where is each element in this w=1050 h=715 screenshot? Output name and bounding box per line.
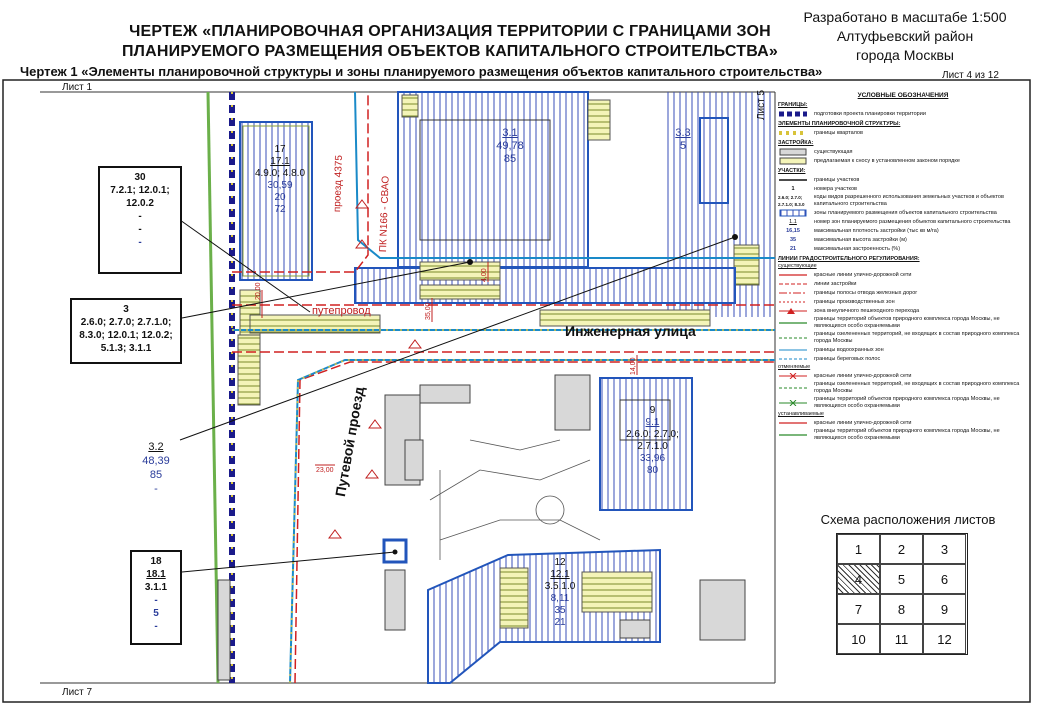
scheme-cell-4: 4 — [837, 564, 880, 594]
callout-30-codes-1: 7.2.1; 12.0.1; — [110, 185, 170, 196]
legend-sub-cancel: отменяемые — [778, 364, 811, 370]
drawing-subtitle: Чертеж 1 «Элементы планировочной структуры и зоны планируемого размещения объектов капитального строительства» — [20, 64, 823, 79]
zone-12-density: 8,11 — [550, 593, 570, 604]
sheet-label-top: Лист 1 — [62, 82, 93, 93]
zone-3-1-height: 85 — [503, 153, 517, 165]
scheme-cell-12: 12 — [923, 624, 966, 654]
zone-3-1 — [398, 92, 588, 267]
zone-3-3-label — [668, 127, 698, 153]
sheet-number: Лист 4 из 12 — [942, 70, 999, 81]
scheme-cell-7: 7 — [837, 594, 880, 624]
legend-text-l3: границы полосы отвода железных дорог — [814, 289, 918, 296]
legend-row-l1 — [778, 271, 1028, 279]
legend-text-znum: номер зон планируемого размещения объектов капитального строительства — [814, 218, 1011, 225]
scale-line-1: Разработано в масштабе 1:500 — [803, 9, 1007, 25]
dim-label-3: 4,00 — [481, 268, 488, 282]
legend-sym-dens: 16,15 — [786, 227, 800, 234]
callout-30-codes-2: 12.0.2 — [126, 198, 154, 209]
zone-17-height: 20 — [274, 192, 286, 203]
zone-3-3-num: 3.3 — [675, 127, 691, 139]
legend-row-l11 — [778, 381, 1028, 395]
zone-9-sub: 9.1 — [645, 417, 660, 428]
scheme-title: Схема расположения листов — [820, 512, 996, 527]
legend-row-l4 — [778, 298, 1028, 306]
legend-sec-elements: ЭЛЕМЕНТЫ ПЛАНИРОВОЧНОЙ СТРУКТУРЫ: — [778, 121, 901, 127]
legend-row-dens — [778, 227, 1028, 235]
scale-line-2: Алтуфьевский район — [836, 28, 974, 44]
legend-sec-uch: УЧАСТКИ: — [778, 168, 806, 174]
scheme-cell-3: 3 — [923, 534, 966, 564]
legend-sec-zastr: ЗАСТРОЙКА: — [778, 140, 814, 146]
zone-12-percent: 21 — [554, 617, 566, 628]
label-pk-svao: ПК N166 - СВАО — [378, 175, 392, 253]
zone-17-percent: 72 — [274, 204, 286, 215]
zone-17-codes: 4.9.0; 4.8.0 — [254, 168, 306, 179]
legend-sec-lines: ЛИНИИ ГРАДОСТРОИТЕЛЬНОГО РЕГУЛИРОВАНИЯ: — [778, 256, 920, 262]
callout-30-line-3: - — [138, 211, 142, 222]
legend-row-l13 — [778, 419, 1028, 427]
zone-12-height: 35 — [554, 605, 566, 616]
legend-row-l5 — [778, 307, 1028, 315]
zone-3-3-height: 5 — [679, 140, 687, 152]
scale-line-3: города Москвы — [856, 47, 954, 63]
legend-title: УСЛОВНЫЕ ОБОЗНАЧЕНИЯ — [857, 92, 949, 99]
legend-row-p — [778, 245, 1028, 253]
scheme-cell-1: 1 — [837, 534, 880, 564]
zone-12-num: 12 — [554, 557, 566, 568]
zone-9-label — [615, 405, 690, 477]
legend-text-l10: красные линии улично-дорожной сети — [814, 372, 912, 379]
legend-text-kvart: границы кварталов — [814, 129, 863, 136]
legend-text-l1: красные линии улично-дорожной сети — [814, 271, 912, 278]
zone-9-density: 33,96 — [639, 453, 666, 464]
legend-sub-exist: существующие — [778, 263, 817, 269]
callout-3-codes-3: 5.1.3; 3.1.1 — [100, 343, 152, 354]
callout-3-2-percent: - — [154, 483, 158, 495]
legend-text-l11: границы озелененных территорий, не входящих в состав природного комплекса города Москвы — [814, 381, 1020, 394]
legend-row-l10 — [778, 372, 1028, 380]
legend-text-l8: границы водоохранных зон — [814, 346, 884, 353]
legend-text-l9: границы береговых полос — [814, 355, 881, 362]
callout-3-2 — [130, 440, 182, 496]
sheet-label-bottom: Лист 7 — [62, 687, 93, 698]
legend-sym-codes: 2.6.0; 2.7.0; 2.7.1.0; 8.3.0 — [778, 195, 805, 207]
legend-text-l4: границы производственных зон — [814, 298, 895, 305]
legend-sym-h: 35 — [789, 236, 797, 243]
legend-row-proj — [778, 110, 1028, 118]
legend-text-l6: границы территорий объектов природного комплекса города Москвы, не являющихся особо охраняемыми — [814, 316, 1000, 329]
callout-3-2-density: 48,39 — [142, 455, 170, 467]
legend-text-dens: максимальная плотность застройки (тыс кв м/га) — [814, 227, 939, 234]
zone-17-num: 17 — [274, 144, 286, 155]
zone-9-codes-1: 2.6.0; 2.7.0; — [626, 429, 679, 440]
legend-text-uch: границы участков — [814, 176, 860, 183]
scheme-cell-8: 8 — [880, 594, 923, 624]
zone-17-label — [250, 144, 310, 216]
legend-sec-bounds: ГРАНИЦЫ: — [778, 102, 808, 108]
legend-row-codes — [778, 194, 1028, 208]
zone-3-1-num: 3.1 — [502, 127, 518, 139]
legend-text-l2: линии застройки — [814, 280, 857, 287]
legend-text-p: максимальная застроенность (%) — [814, 245, 901, 252]
legend-row-demol — [778, 157, 1028, 165]
street-label-putevoy: Путевой проезд — [332, 385, 368, 498]
legend-text-demol: предлагаемая к сносу в установленном законом порядке — [814, 157, 960, 164]
legend-sym-p: 21 — [789, 245, 797, 252]
callout-18-line-2: - — [154, 595, 158, 606]
sheet-label-right: Лист 5 — [756, 89, 767, 120]
zone-9-codes-2: 2.7.1.0 — [637, 441, 668, 452]
zone-9-num: 9 — [649, 405, 656, 416]
sheet-scheme — [836, 533, 968, 655]
zone-3-1-label — [480, 127, 540, 166]
title-line-1: ЧЕРТЕЖ «ПЛАНИРОВОЧНАЯ ОРГАНИЗАЦИЯ ТЕРРИТОРИИ С ГРАНИЦАМИ ЗОН — [129, 23, 771, 40]
callout-3-num: 3 — [123, 304, 129, 315]
callout-18-codes: 3.1.1 — [144, 582, 168, 593]
legend-row-exist — [778, 148, 1028, 156]
legend-row-l7 — [778, 331, 1028, 345]
legend-text-zones: зоны планируемого размещения объектов капитального строительства — [814, 209, 997, 216]
legend-text-l14: границы территорий объектов природного комплекса города Москвы, не являющихся особо охраняемыми — [814, 428, 1000, 441]
scheme-cell-9: 9 — [923, 594, 966, 624]
legend-row-l9 — [778, 355, 1028, 363]
scheme-cell-6: 6 — [923, 564, 966, 594]
legend-row-l12 — [778, 396, 1028, 410]
scheme-cell-2: 2 — [880, 534, 923, 564]
callout-18-num: 18 — [150, 556, 162, 567]
legend-row-kvart — [778, 129, 1028, 137]
callout-30 — [98, 166, 182, 274]
legend-sym-znum: 1.1 — [789, 218, 797, 225]
callout-18-sub: 18.1 — [146, 569, 166, 580]
callout-30-line-4: - — [138, 224, 142, 235]
zone-17-sub: 17.1 — [270, 156, 290, 167]
legend-text-num: номера участков — [814, 185, 857, 192]
title-line-2: ПЛАНИРУЕМОГО РАЗМЕЩЕНИЯ ОБЪЕКТОВ КАПИТАЛЬНОГО СТРОИТЕЛЬСТВА» — [121, 43, 779, 60]
legend-row-uch — [778, 176, 1028, 184]
legend-row-l6 — [778, 316, 1028, 330]
label-overpass: путепровод — [312, 305, 371, 317]
zone-3-1-density: 49,78 — [496, 140, 524, 152]
dim-label-2: 35,00 — [425, 302, 432, 320]
callout-30-line-5: - — [138, 237, 142, 248]
dim-label-1: 20,00 — [255, 282, 262, 300]
legend-text-exist: существующая — [814, 148, 853, 155]
legend-row-l8 — [778, 346, 1028, 354]
callout-18-line-4: - — [154, 621, 158, 632]
callout-3 — [70, 298, 182, 364]
legend-text-l7: границы озелененных территорий, не входящих в состав природного комплекса города Москвы — [814, 331, 1020, 344]
zone-12-codes: 3.5.1.0 — [544, 581, 576, 592]
legend-text-l5: зона внеуличного пешеходного перехода — [814, 307, 920, 314]
callout-18 — [130, 550, 182, 645]
scheme-cell-10: 10 — [837, 624, 880, 654]
legend-row-h — [778, 236, 1028, 244]
label-proezd: проезд 4375 — [332, 154, 345, 213]
dim-label-5: 23,00 — [316, 467, 334, 474]
legend-row-l3 — [778, 289, 1028, 297]
legend-text-codes: коды видов разрешенного использования земельных участков и объектов капитального строительства — [814, 194, 1004, 207]
scheme-cell-11: 11 — [880, 624, 923, 654]
legend-row-znum — [778, 218, 1028, 226]
legend-sub-set: устанавливаемые — [778, 411, 824, 417]
callout-3-2-num: 3.2 — [148, 441, 164, 453]
callout-30-num: 30 — [134, 172, 146, 183]
legend-text-l13: красные линии улично-дорожной сети — [814, 419, 912, 426]
legend-text-proj: подготовки проекта планировки территории — [814, 110, 926, 117]
legend — [778, 92, 1028, 512]
callout-3-codes-1: 2.6.0; 2.7.0; 2.7.1.0; — [80, 317, 172, 328]
zone-17-density: 30,59 — [267, 180, 293, 191]
scheme-cell-5: 5 — [880, 564, 923, 594]
dim-label-4: 14,00 — [630, 357, 637, 375]
legend-row-num: 1 номера участков — [791, 185, 857, 192]
zone-12-label — [530, 557, 590, 629]
callout-3-2-height: 85 — [149, 469, 163, 481]
zone-12-sub: 12.1 — [550, 569, 570, 580]
legend-row-zones — [778, 209, 1028, 217]
legend-row-l14 — [778, 428, 1028, 442]
callout-3-codes-2: 8.3.0; 12.0.1; 12.0.2; — [79, 330, 173, 341]
legend-row-l2 — [778, 280, 1028, 288]
zone-9-height: 80 — [646, 465, 659, 476]
callout-18-height: 5 — [153, 608, 159, 619]
legend-text-h: максимальная высота застройки (м) — [814, 236, 907, 243]
legend-text-l12: границы территорий объектов природного комплекса города Москвы, не являющихся особо охраняемыми — [814, 396, 1000, 409]
street-label-inzhenernaya: Инженерная улица — [565, 323, 696, 339]
